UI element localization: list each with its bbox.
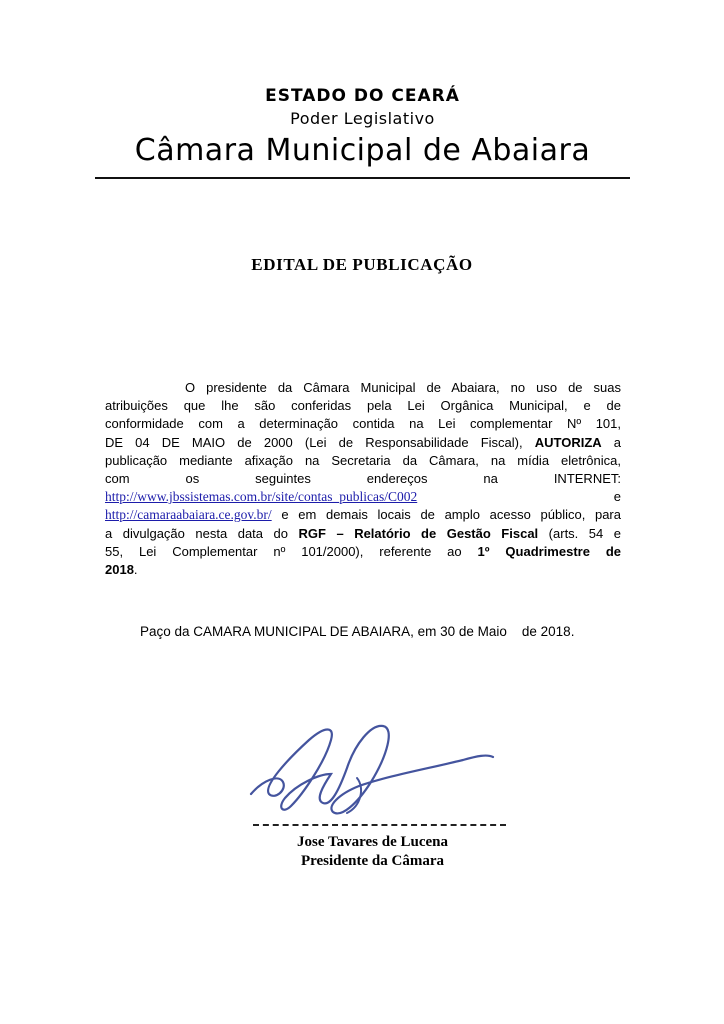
body-text: a: [601, 434, 622, 450]
bold-text: AUTORIZA: [534, 434, 602, 450]
body-text: com os seguintes endereços na INTERNET:: [105, 471, 621, 487]
body-text: .: [133, 562, 138, 578]
body-line: [105, 470, 621, 488]
header-branch: Poder Legislativo: [290, 109, 435, 128]
body-text: O presidente da Câmara Municipal de Abaiara, no uso de suas: [185, 380, 621, 395]
hyperlink[interactable]: http://camaraabaiara.ce.gov.br/: [105, 507, 272, 523]
document-title: EDITAL DE PUBLICAÇÃO: [251, 255, 473, 274]
body-text: atribuições que lhe são conferidas pela Lei Orgânica Municipal, e de: [105, 398, 621, 414]
bold-text: RGF – Relatório de Gestão Fiscal: [298, 525, 539, 541]
body-line: [105, 452, 621, 470]
body-line: [105, 397, 621, 415]
body-line: [105, 543, 621, 561]
body-text: 55, Lei Complementar nº 101/2000), referente ao: [105, 543, 478, 559]
body-line: [105, 379, 621, 397]
body-text: DE 04 DE MAIO de 2000 (Lei de Responsabilidade Fiscal),: [105, 434, 535, 450]
signatory-role: Presidente da Câmara: [300, 853, 445, 869]
body-line: [105, 561, 621, 579]
body-text: e em demais locais de amplo acesso público, para: [271, 507, 621, 523]
hyperlink[interactable]: http://www.jbssistemas.com.br/site/contas_publicas/C002: [105, 489, 418, 505]
body-line: [105, 506, 621, 524]
header-rule: [95, 177, 630, 179]
signature-line: [253, 824, 506, 826]
header-state: ESTADO DO CEARÁ: [265, 86, 460, 106]
body-text: conformidade com a determinação contida na Lei complementar Nº 101,: [105, 416, 621, 432]
body-line: [105, 488, 621, 506]
header-municipality: Câmara Municipal de Abaiara: [134, 133, 591, 168]
body-paragraph: [105, 379, 621, 579]
closing-date-line: Paço da CAMARA MUNICIPAL DE ABAIARA, em 30 de Maio de 2018.: [140, 624, 575, 639]
body-text: publicação mediante afixação na Secretaria da Câmara, na mídia eletrônica,: [105, 452, 621, 468]
body-text: (arts. 54 e: [538, 525, 622, 541]
signature-block: [235, 716, 510, 870]
body-line: [105, 415, 621, 433]
body-line: [105, 525, 621, 543]
body-text: e: [417, 489, 621, 505]
bold-text: 2018: [105, 562, 134, 578]
bold-text: 1º Quadrimestre de: [477, 543, 622, 559]
signatory-name: Jose Tavares de Lucena: [297, 834, 448, 850]
body-text: a divulgação nesta data do: [105, 525, 299, 541]
signature-ink: [235, 716, 510, 821]
body-line: [105, 434, 621, 452]
